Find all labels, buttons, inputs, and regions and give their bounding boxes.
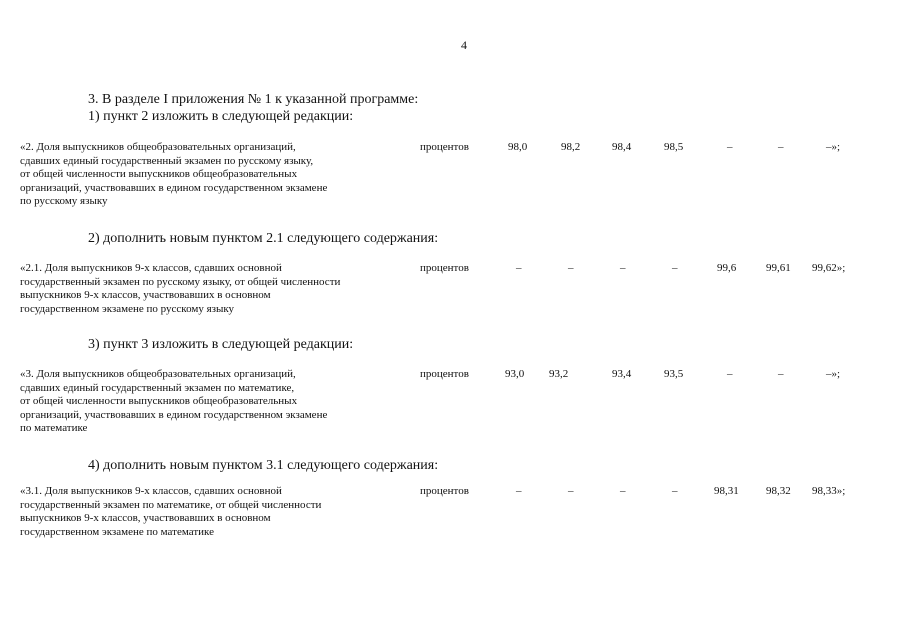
value-cell: –»; [826, 141, 841, 153]
description-line: от общей численности выпускников общеобразовательных [20, 168, 298, 181]
value-cell: – [727, 368, 733, 380]
value-cell: – [727, 141, 733, 153]
value-cell: 98,4 [612, 141, 632, 153]
value-cell: – [568, 262, 574, 274]
value-cell: 93,4 [612, 368, 632, 380]
description-line: государственный экзамен по математике, от общей численности [20, 498, 322, 511]
row-description [20, 262, 415, 316]
value-cell: – [516, 262, 522, 274]
value-cell: – [778, 141, 784, 153]
description-line: от общей численности выпускников общеобразовательных [20, 395, 298, 408]
unit-cell: процентов [420, 141, 469, 153]
value-cell: 93,5 [664, 368, 684, 380]
description-line: сдавших единый государственный экзамен по русскому языку, [20, 154, 314, 167]
description-line: государственный экзамен по русскому языку, от общей численности [20, 275, 341, 288]
value-cell: –»; [826, 368, 841, 380]
description-line: по русскому языку [20, 195, 108, 208]
description-line: государственном экзамене по русскому языку [20, 302, 235, 315]
value-cell: – [568, 485, 574, 497]
row-description [20, 485, 415, 539]
item-heading-2: 2) дополнить новым пунктом 2.1 следующего содержания: [88, 231, 439, 246]
section-heading: 3. В разделе I приложения № 1 к указанной программе: [88, 92, 419, 107]
description-line: организаций, участвовавших в едином государственном экзамене [20, 181, 328, 194]
unit-cell: процентов [420, 485, 469, 497]
description-line: «3. Доля выпускников общеобразовательных организаций, [20, 368, 296, 380]
value-cell: – [620, 262, 626, 274]
value-cell: 98,5 [664, 141, 684, 153]
description-line: по математике [20, 422, 88, 435]
value-cell: 98,32 [766, 485, 791, 497]
row-description [20, 368, 415, 436]
row-description [20, 141, 415, 209]
value-cell: 98,33»; [812, 485, 846, 497]
description-line: «2.1. Доля выпускников 9-х классов, сдавших основной [20, 262, 282, 274]
value-cell: – [672, 485, 678, 497]
value-cell: – [620, 485, 626, 497]
description-line: выпускников 9-х классов, участвовавших в основном [20, 512, 271, 525]
description-line: выпускников 9-х классов, участвовавших в основном [20, 289, 271, 302]
item-heading-4: 4) дополнить новым пунктом 3.1 следующего содержания: [88, 458, 439, 473]
unit-cell: процентов [420, 262, 469, 274]
value-cell: – [672, 262, 678, 274]
description-line: сдавших единый государственный экзамен по математике, [20, 381, 295, 394]
value-cell: 98,31 [714, 485, 739, 497]
unit-cell: процентов [420, 368, 469, 380]
item-heading-1: 1) пункт 2 изложить в следующей редакции: [88, 109, 354, 124]
description-line: организаций, участвовавших в едином государственном экзамене [20, 408, 328, 421]
description-line: «2. Доля выпускников общеобразовательных организаций, [20, 141, 296, 153]
value-cell: 99,61 [766, 262, 791, 274]
value-cell: 99,6 [717, 262, 737, 274]
value-cell: 99,62»; [812, 262, 846, 274]
value-cell: – [778, 368, 784, 380]
value-cell: 98,2 [561, 141, 581, 153]
description-line: «3.1. Доля выпускников 9-х классов, сдавших основной [20, 485, 282, 497]
value-cell: 93,0 [505, 368, 525, 380]
page-number: 4 [461, 38, 467, 52]
description-line: государственном экзамене по математике [20, 525, 214, 538]
value-cell: 98,0 [508, 141, 528, 153]
value-cell: – [516, 485, 522, 497]
item-heading-3: 3) пункт 3 изложить в следующей редакции: [88, 337, 354, 352]
value-cell: 93,2 [549, 368, 569, 380]
